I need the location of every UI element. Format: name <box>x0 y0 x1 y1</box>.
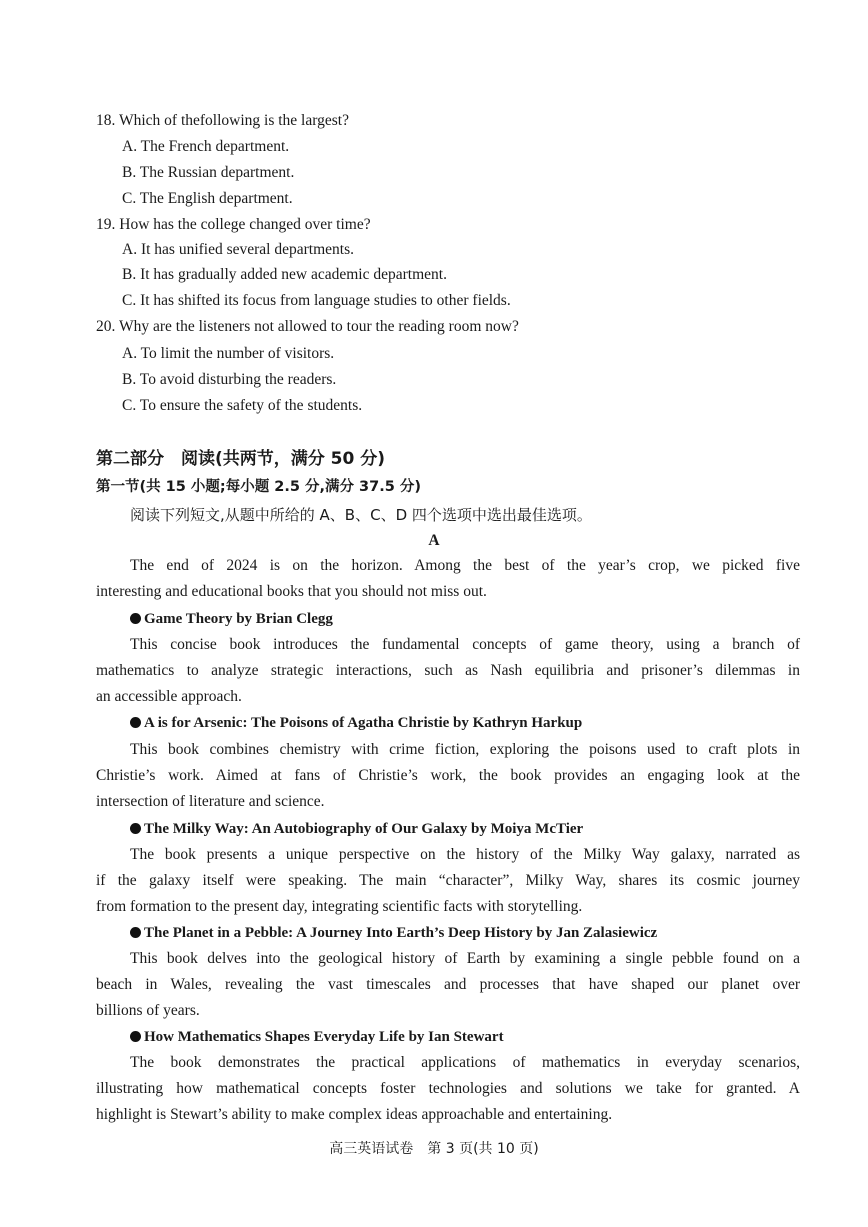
question-18-option-c: C. The English department. <box>122 190 293 207</box>
question-19-option-b: B. It has gradually added new academic department. <box>122 266 447 283</box>
book-desc-line: illustrating how mathematical concepts foster technologies and solutions we take for granted. A <box>96 1080 800 1097</box>
book-title-text: The Milky Way: An Autobiography of Our Galaxy by Moiya McTier <box>144 821 584 837</box>
question-18-stem: 18. Which of thefollowing is the largest? <box>96 112 349 129</box>
question-20-option-a: A. To limit the number of visitors. <box>122 345 335 362</box>
book-desc-line: The book presents a unique perspective on the history of the Milky Way galaxy, narrated as <box>130 846 800 863</box>
question-20-option-c: C. To ensure the safety of the students. <box>122 397 363 414</box>
question-20-option-b: B. To avoid disturbing the readers. <box>122 371 337 388</box>
book-desc-line: billions of years. <box>96 1002 200 1019</box>
passage-label: A <box>428 532 440 549</box>
book-desc-line: intersection of literature and science. <box>96 793 325 810</box>
book-desc-line: beach in Wales, revealing the vast timescales and processes that have shaped our planet over <box>96 976 800 993</box>
book-title <box>130 609 333 629</box>
book-desc-line: Christie’s work. Aimed at fans of Christie’s work, the book provides an engaging look at the <box>96 767 800 784</box>
intro-line-1: The end of 2024 is on the horizon. Among the best of the year’s crop, we picked five <box>130 557 800 574</box>
bullet-icon <box>130 1031 141 1042</box>
book-title <box>130 819 583 839</box>
question-18-option-a: A. The French department. <box>122 138 290 155</box>
book-title <box>130 713 582 733</box>
book-desc-line: This book combines chemistry with crime fiction, exploring the poisons used to craft plots in <box>130 741 800 758</box>
book-desc-line: mathematics to analyze strategic interactions, such as Nash equilibria and prisoner’s dilemmas in <box>96 662 800 679</box>
question-18-option-b: B. The Russian department. <box>122 164 295 181</box>
bullet-icon <box>130 927 141 938</box>
question-19-stem: 19. How has the college changed over time? <box>96 216 371 233</box>
book-desc-line: This book delves into the geological history of Earth by examining a single pebble found on a <box>130 950 800 967</box>
section-title: 第二部分 阅读(共两节，满分 50 分) <box>96 449 386 469</box>
intro-line-2: interesting and educational books that you should not miss out. <box>96 583 487 600</box>
book-desc-line: This concise book introduces the fundamental concepts of game theory, using a branch of <box>130 636 800 653</box>
question-19-option-a: A. It has unified several departments. <box>122 241 354 258</box>
question-19-option-c: C. It has shifted its focus from language studies to other fields. <box>122 292 511 309</box>
book-desc-line: highlight is Stewart’s ability to make complex ideas approachable and entertaining. <box>96 1106 613 1123</box>
book-title-text: The Planet in a Pebble: A Journey Into Earth’s Deep History by Jan Zalasiewicz <box>144 925 658 941</box>
book-title <box>130 1027 504 1047</box>
page-footer: 高三英语试卷 第 3 页(共 10 页) <box>329 1141 539 1157</box>
bullet-icon <box>130 717 141 728</box>
book-desc-line: from formation to the present day, integrating scientific facts with storytelling. <box>96 898 583 915</box>
book-title-text: A is for Arsenic: The Poisons of Agatha Christie by Kathryn Harkup <box>144 715 583 731</box>
question-20-stem: 20. Why are the listeners not allowed to tour the reading room now? <box>96 318 519 335</box>
book-desc-line: an accessible approach. <box>96 688 242 705</box>
instruction-text: 阅读下列短文,从题中所给的 A、B、C、D 四个选项中选出最佳选项。 <box>130 506 592 524</box>
bullet-icon <box>130 613 141 624</box>
part-title: 第一节(共 15 小题;每小题 2.5 分,满分 37.5 分) <box>96 479 421 495</box>
book-title-text: How Mathematics Shapes Everyday Life by Ian Stewart <box>144 1029 504 1045</box>
book-title-text: Game Theory by Brian Clegg <box>144 611 333 627</box>
book-desc-line: if the galaxy itself were speaking. The main “character”, Milky Way, shares its cosmic journey <box>96 872 800 889</box>
book-desc-line: The book demonstrates the practical applications of mathematics in everyday scenarios, <box>130 1054 800 1071</box>
bullet-icon <box>130 823 141 834</box>
book-title <box>130 923 657 943</box>
